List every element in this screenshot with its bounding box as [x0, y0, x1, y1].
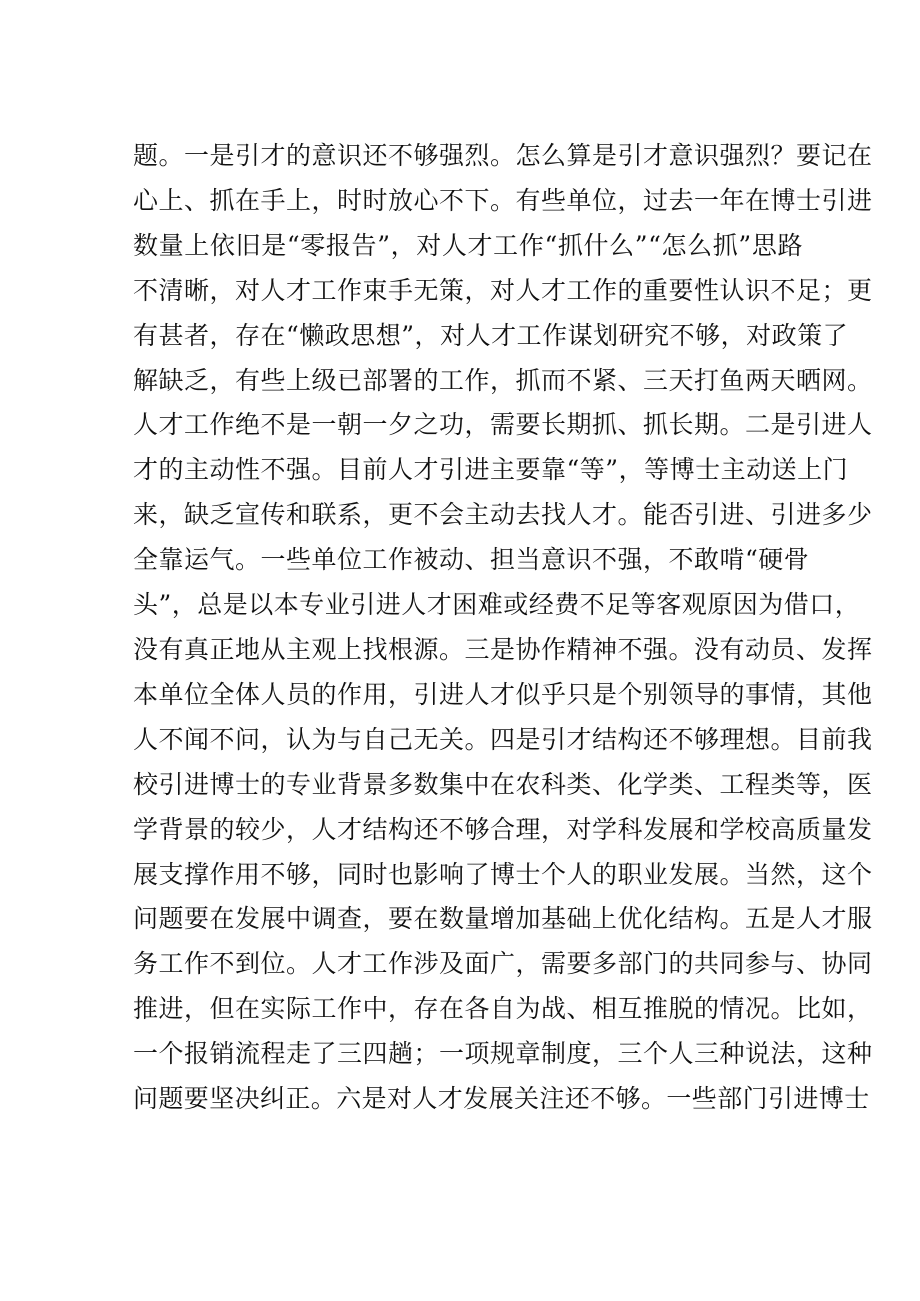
text-line: 解缺乏，有些上级已部署的工作，抓而不紧、三天打鱼两天晒网。: [133, 365, 873, 395]
text-line: 本单位全体人员的作用，引进人才似乎只是个别领导的事情，其他: [133, 679, 873, 709]
text-line: 展支撑作用不够，同时也影响了博士个人的职业发展。当然，这个: [133, 859, 873, 889]
body-paragraph: [133, 134, 873, 1122]
text-line: 全靠运气。一些单位工作被动、担当意识不强，不敢啃“硬骨: [133, 545, 810, 575]
text-line: 问题要在发展中调查，要在数量增加基础上优化结构。五是人才服: [133, 904, 873, 934]
text-line: 有甚者，存在“懒政思想”，对人才工作谋划研究不够，对政策了: [133, 320, 849, 350]
text-line: 一个报销流程走了三四趟；一项规章制度，三个人三种说法，这种: [133, 1039, 873, 1069]
text-line: 学背景的较少，人才结构还不够合理，对学科发展和学校高质量发: [133, 814, 873, 844]
text-line: 题。一是引才的意识还不够强烈。怎么算是引才意识强烈？要记在: [133, 141, 873, 170]
text-line: 不清晰，对人才工作束手无策，对人才工作的重要性认识不足；更: [133, 275, 873, 305]
text-line: 数量上依旧是“零报告”，对人才工作“抓什么”“怎么抓”思路: [133, 230, 803, 260]
text-line: 心上、抓在手上，时时放心不下。有些单位，过去一年在博士引进: [133, 185, 873, 215]
text-line: 问题要坚决纠正。六是对人才发展关注还不够。一些部门引进博士: [133, 1084, 870, 1114]
text-line: 校引进博士的专业背景多数集中在农科类、化学类、工程类等，医: [133, 769, 873, 799]
text-line: 务工作不到位。人才工作涉及面广，需要多部门的共同参与、协同: [133, 949, 873, 979]
text-line: 推进，但在实际工作中，存在各自为战、相互推脱的情况。比如，: [133, 994, 873, 1024]
text-line: 人不闻不问，认为与自己无关。四是引才结构还不够理想。目前我: [133, 724, 873, 754]
text-line: 人才工作绝不是一朝一夕之功，需要长期抓、抓长期。二是引进人: [133, 410, 873, 440]
text-line: 来，缺乏宣传和联系，更不会主动去找人才。能否引进、引进多少: [133, 500, 873, 530]
text-line: 头”，总是以本专业引进人才困难或经费不足等客观原因为借口，: [133, 590, 861, 620]
text-line: 才的主动性不强。目前人才引进主要靠“等”，等博士主动送上门: [133, 455, 849, 485]
text-line: 没有真正地从主观上找根源。三是协作精神不强。没有动员、发挥: [133, 634, 873, 664]
